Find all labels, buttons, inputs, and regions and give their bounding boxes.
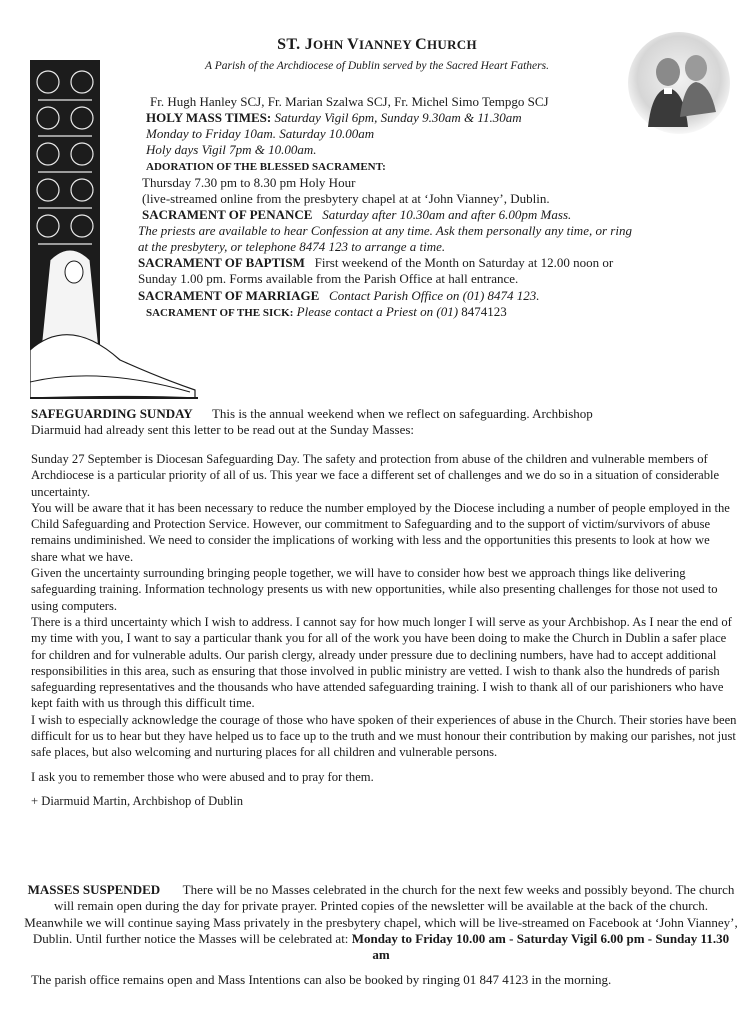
mass-times-line-2: Monday to Friday 10am. Saturday 10.00am [146, 126, 375, 141]
parish-subtitle: A Parish of the Archdiocese of Dublin served by the Sacred Heart Fathers. [205, 60, 549, 72]
adoration-heading: ADORATION OF THE BLESSED SACRAMENT: [146, 161, 386, 173]
letter-signature: + Diarmuid Martin, Archbishop of Dublin [31, 793, 244, 808]
mass-times-line-3: Holy days Vigil 7pm & 10.00am. [146, 142, 317, 157]
baptism-line-1: SACRAMENT OF BAPTISM First weekend of the Month on Saturday at 12.00 noon or [138, 255, 614, 270]
baptism-line-2: Sunday 1.00 pm. Forms available from the Parish Office at hall entrance. [138, 271, 519, 286]
masses-suspended-heading: MASSES SUSPENDED [27, 882, 161, 897]
safeguarding-intro-line-1: SAFEGUARDING SUNDAY This is the annual weekend when we reflect on safeguarding. Archbishop [31, 406, 593, 421]
letter-paragraph: You will be aware that it has been necessary to reduce the number employed by the Diocese including a number of people employed in the Child Safeguarding and Protection Service. However, our commitment to Safeguarding and to the support of victim/survivors of abuse remains undiminished. We need to consider the implications of working with less and the opportunities this presents to look at how we share what we have. [31, 500, 730, 564]
priests-line: Fr. Hugh Hanley SCJ, Fr. Marian Szalwa SCJ, Fr. Michel Simo Tempgo SCJ [150, 94, 549, 109]
letter-paragraph: I ask you to remember those who were abused and to pray for them. [31, 769, 374, 784]
adoration-line-2: (live-streamed online from the presbytery chapel at at ‘John Vianney’, Dublin. [142, 191, 550, 206]
mass-schedule: Monday to Friday 10.00 am - Saturday Vigil 6.00 pm - Sunday 11.30 am [351, 930, 730, 963]
letter-paragraph: I wish to especially acknowledge the courage of those who have spoken of their experiences of abuse in the Church. Their stories have been difficult for us to hear but they have helped us to face up to the truth and we must honour their contribution by making our parishes, not just safe places, but also welcoming and nurturing places for all children and vulnerable persons. [31, 712, 737, 760]
decorative-pieta-illustration [30, 60, 100, 405]
penance-line-3: at the presbytery, or telephone 8474 123 to arrange a time. [138, 239, 446, 254]
church-name: ST. JOHN VIANNEY CHURCH [277, 36, 477, 53]
saint-portrait-image [628, 32, 730, 134]
adoration-line-1: Thursday 7.30 pm to 8.30 pm Holy Hour [142, 175, 356, 190]
safeguarding-intro-line-2: Diarmuid had already sent this letter to be read out at the Sunday Masses: [31, 422, 415, 437]
mass-times-line-1: HOLY MASS TIMES: Saturday Vigil 6pm, Sunday 9.30am & 11.30am [146, 110, 522, 125]
marriage-line: SACRAMENT OF MARRIAGE Contact Parish Office on (01) 8474 123. [138, 288, 540, 303]
letter-paragraph: Sunday 27 September is Diocesan Safeguarding Day. The safety and protection from abuse of the children and vulnerable members of Archdiocese is a particular priority of all of us. This year we face a different set of challenges and we do so in a situation of considerable uncertainty. [31, 452, 720, 499]
penance-line-1: SACRAMENT OF PENANCE Saturday after 10.30am and after 6.00pm Mass. [142, 207, 572, 222]
parish-office-line: The parish office remains open and Mass Intentions can also be booked by ringing 01 847 4123 in the morning. [31, 972, 612, 987]
letter-paragraph: Given the uncertainty surrounding bringing people together, we will have to consider how best we approach things like delivering safeguarding training. Information technology presents us with new opportunities, while also presenting challenges for those not used to using computers. [31, 566, 718, 613]
penance-line-2: The priests are available to hear Confession at any time. Ask them personally any time, or ring [138, 223, 632, 238]
letter-paragraph: There is a third uncertainty which I wish to address. I cannot say for how much longer I will serve as your Archbishop. As I near the end of my time with you, I want to say a particular thank you for all of the work you have been doing to make the Church in Dublin a safer place for children and for vulnerable adults. Our parish clergy, already under pressure due to declining numbers, have had to accept additional responsibilities in this area, such as ensuring that those involved in public ministry are vetted. I wish to thank also the hundreds of parish safeguarding representatives and the thousands who have attended safeguarding training. I wish to thank all of our parishioners who have kept faith with us through this difficult time. [31, 614, 732, 711]
masses-suspended-notice: MASSES SUSPENDED There will be no Masses celebrated in the church for the next few weeks and possibly beyond. The church will remain open during the day for private prayer. Printed copies of the newsletter will be available at the back of the church. Meanwhile we will continue saying Mass privately in the presbytery chapel, which will be live-streamed on Facebook at ‘John Vianney’, Dublin. Until further notice the Masses will be celebrated at: Monday to Friday 10.00 am - Saturday Vigil 6.00 pm - Sunday 11.30 am [24, 882, 738, 963]
archbishop-letter [31, 451, 737, 809]
sick-line: SACRAMENT OF THE SICK: Please contact a Priest on (01) 8474123 [146, 304, 507, 319]
